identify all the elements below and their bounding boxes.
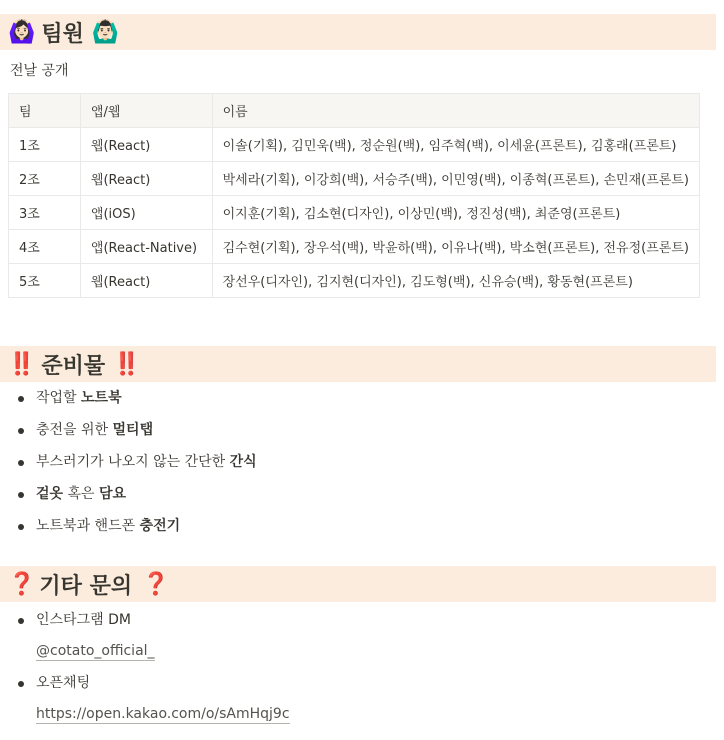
team-cell: 3조 — [9, 196, 81, 230]
question-mark-icon: ❓ — [142, 571, 170, 597]
table-row — [9, 162, 700, 196]
platform-cell: 앱(React-Native) — [80, 230, 212, 264]
names-cell: 박세라(기획), 이강희(백), 서승주(백), 이민영(백), 이종혁(프론트), 손민재(프론트) — [212, 162, 699, 196]
team-cell: 5조 — [9, 264, 81, 298]
table-row — [9, 230, 700, 264]
team-subtitle: 전날 공개 — [10, 63, 69, 79]
list-item — [16, 388, 257, 420]
etc-heading-title: 기타 문의 — [39, 573, 133, 599]
list-item — [16, 516, 257, 548]
list-item — [16, 484, 257, 516]
item-bold-text: 멀티탭 — [112, 422, 154, 438]
item-bold-text: 간식 — [229, 454, 257, 470]
names-cell: 김수현(기획), 장우석(백), 박윤하(백), 이유나(백), 박소현(프론트), 전유정(프론트) — [212, 230, 699, 264]
list-item — [16, 452, 257, 484]
contact-list — [16, 610, 290, 724]
team-cell: 2조 — [9, 162, 81, 196]
double-exclamation-icon: ‼️ — [113, 351, 139, 377]
table-row — [9, 264, 700, 298]
item-bold-text: 노트북 — [81, 390, 122, 406]
item-text: 부스러기가 나오지 않는 간단한 — [36, 454, 230, 470]
platform-cell: 앱(iOS) — [80, 196, 212, 230]
table-row — [9, 196, 700, 230]
instagram-handle-link[interactable]: @cotato_official_ — [36, 643, 155, 659]
names-cell: 이솔(기획), 김민욱(백), 정순원(백), 임주혁(백), 이세윤(프론트), 김홍래(프론트) — [212, 128, 699, 162]
names-cell: 장선우(디자인), 김지현(디자인), 김도형(백), 신유승(백), 황동현(프론트) — [212, 264, 699, 298]
team-cell: 4조 — [9, 230, 81, 264]
item-text: 혹은 — [63, 486, 100, 502]
platform-cell: 웹(React) — [80, 264, 212, 298]
etc-heading — [0, 566, 716, 602]
contact-label: 오픈채팅 — [36, 675, 91, 691]
item-text: 충전을 위한 — [36, 422, 113, 438]
column-header-platform: 앱/웹 — [80, 94, 212, 128]
prep-list — [16, 388, 257, 548]
question-mark-icon: ❓ — [8, 571, 36, 597]
table-header-row — [9, 94, 700, 128]
platform-cell: 웹(React) — [80, 128, 212, 162]
platform-cell: 웹(React) — [80, 162, 212, 196]
item-bold-text: 담요 — [99, 486, 127, 502]
person-gesturing-ok-icon: 🙆🏻‍♂️ — [91, 19, 120, 45]
item-text: 작업할 — [36, 390, 82, 406]
column-header-team: 팀 — [9, 94, 81, 128]
team-heading — [0, 14, 716, 50]
names-cell: 이지훈(기획), 김소현(디자인), 이상민(백), 정진성(백), 최준영(프론트) — [212, 196, 699, 230]
column-header-names: 이름 — [212, 94, 699, 128]
open-chat-link[interactable]: https://open.kakao.com/o/sAmHqj9c — [36, 706, 290, 722]
item-bold-text: 겉옷 — [36, 486, 64, 502]
item-bold-text: 충전기 — [139, 518, 181, 534]
prep-heading — [0, 346, 716, 382]
item-text: 노트북과 핸드폰 — [36, 518, 140, 534]
table-row — [9, 128, 700, 162]
team-cell: 1조 — [9, 128, 81, 162]
list-item — [16, 420, 257, 452]
person-gesturing-ok-icon: 🙆🏻‍♀️ — [8, 19, 36, 45]
prep-heading-title: 준비물 — [41, 353, 106, 379]
list-item — [16, 610, 290, 661]
contact-label: 인스타그램 DM — [36, 612, 131, 628]
double-exclamation-icon: ‼️ — [8, 351, 34, 377]
list-item — [16, 673, 290, 724]
team-table — [8, 93, 700, 298]
team-heading-title: 팀원 — [41, 21, 84, 47]
